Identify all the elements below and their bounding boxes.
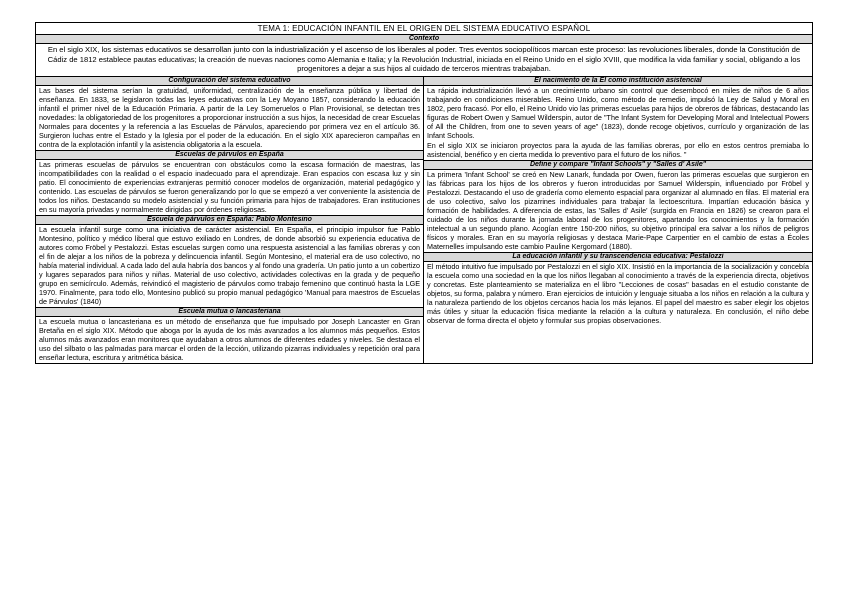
summary-table (35, 22, 813, 364)
section-escuela-mutua (36, 308, 423, 363)
section-text: El método intuitivo fue impulsado por Pestalozzi en el siglo XIX. Insistió en la importancia de la socialización y concebía la escuela como una sociedad en la que los niños llegaban al conocimiento a través de la experiencia directa, objetivos y concretas. Este planteamiento se materializa en el libro "Lecciones de cosas" basadas en el estudio constante de objetos, su forma, palabra y número. Eran ejercicios de intuición y lenguaje situaba a los niños en relación a la cultura y la naturaleza partiendo de los objetos cercanos hacia los más lejanos. El papel del maestro es saber elegir los objetos más útiles y situar la educación física mediante la relación a la cultura y naturaleza. En conclusión, el niño debe observar de forma directa el objeto y formular sus propias observaciones. (427, 261, 809, 325)
section-heading: Define y compare "Infant Schools" y "Salles d' Asile" (424, 161, 812, 170)
section-pestalozzi (424, 253, 812, 326)
section-nacimiento-ei (424, 77, 812, 161)
document-title: TEMA 1: EDUCACIÓN INFANTIL EN EL ORIGEN DEL SISTEMA EDUCATIVO ESPAÑOL (36, 23, 812, 35)
context-heading: Contexto (36, 35, 812, 44)
section-heading: Configuración del sistema educativo (36, 77, 423, 86)
context-text: En el siglo XIX, los sistemas educativos se desarrollan junto con la industrialización y el ascenso de los liberales al poder. Tres eventos sociopolíticos marcan este proceso: las revoluciones liberales, donde la Constitución de Cádiz de 1812 establece pautas educativas; la creación de nuevas naciones como Alemania e Italia; y la Revolución Industrial, iniciada en el Reino Unido en el siglo XVIII, que modifica la vida familiar y social, obligando a los progenitores a dejar a sus hijos al cuidado de terceros mientras trabajaban. (36, 44, 812, 77)
section-text: La rápida industrialización llevó a un crecimiento urbano sin control que desembocó en miles de niños de 6 años trabajando en condiciones miserables. Reino Unido, como método de remedio, impulsó la Ley de Salud y Moral en 1802, pero fracasó. Por ello, el Reino Unido vio las primeras escuelas para hijos de obreros de fábricas, destacando las figuras de Robert Owen y Samuel Wilderspin, autor de "The Infant System for Developing Moral and Intelectual Powers of All the Children, from one to seven years of age" (1823), donde recoge objetivos, currículo y organización de las Infant Schools. (427, 85, 809, 140)
section-heading: El nacimiento de la El como institución asistencial (424, 77, 812, 86)
section-text-continued: En el siglo XIX se iniciaron proyectos para la ayuda de las familias obreras, por ello en estos centros premiaba lo asistencial, benéfico y en cierta medida lo preventivo para el futuro de los niños. " (427, 140, 809, 159)
left-column (36, 77, 424, 363)
two-column-body (36, 77, 812, 363)
section-heading: Escuela mutua o lancasteriana (36, 308, 423, 317)
section-text: La escuela mutua o lancasteriana es un método de enseñanza que fue impulsado por Joseph Lancaster en Gran Bretaña en el siglo XIX. Método que aboga por la ayuda de los más avanzados a los alumnos más pequeños. Estos alumnos más avanzados eran monitores que ayudaban a otros alumnos de diferentes edades y niveles. Se destaca el uso del silbato o las palmadas para marcar el orden de la lección, utilizando pizarras individuales y repetición oral para enseñar lectura, escritura y aritmética básica. (39, 316, 420, 362)
section-heading: La educación infantil y su transcendencia educativa: Pestalozzi (424, 253, 812, 262)
section-infant-schools-salles (424, 161, 812, 253)
right-column (424, 77, 812, 363)
section-text: La primera 'Infant School' se creó en New Lanark, fundada por Owen, fueron las primeras escuelas que surgieron en las fábricas para los hijos de los obreros y fueron introducidas por Samuel Wilderspin, influenciado por Fröbel y Pestalozzi. Destacando el uso de gradería como elemento espacial para organizar al alumnado en filas. El material era de uso colectivo, salvo los pizarrines individuales para trabajar la lectoescritura. Impartían educación básica y formación de habilidades. A diferencia de estas, las 'Salles d' Asile' (surgida en Francia en 1826) se crearon para el cuidado de los niños durante la jornada laboral de los progenitores, apartando los conocimientos y la formación intelectual a un segundo plano. Acogían entre 150-200 niños, su objetivo principal era salvar a los niños de peligros físicos y morales. Eran en su mayoría religiosas y destaca Marie-Pape Carpentier en el cambio de estas a Écoles Maternelles impulsando este cambio Pauline Kergomard (1880). (427, 169, 809, 251)
section-escuelas-parvulos (36, 151, 423, 216)
section-pablo-montesino (36, 216, 423, 308)
section-configuracion (36, 77, 423, 151)
section-text: La escuela infantil surge como una iniciativa de carácter asistencial. En España, el principio impulsor fue Pablo Montesino, político y médico liberal que estuvo exiliado en Londres, de donde absorbió su experiencia educativa de autores como Fröbel y Pestalozzi. Estas escuelas surgen como una respuesta asistencial a las familias obreras y con el fin de alejar a los niños de la pobreza y delincuencia infantil. Según Montesino, el material era de uso colectivo, no había material individual. A cada lado del aula habría dos bancos y al fondo una gradería. Un patio junto a un cobertizo y lugares separados para niños y niñas. Material de uso colectivo, actividades colectivas en la grada y de pequeño grupo en semicírculo. Además, reivindicó el magisterio de párvulos como trabajo femenino que continuó hasta la LGE 1970. Finalmente, para todo ello, Montesino publicó su propio manual pedagógico 'Manual para maestros de Escuelas de Párvulos' (1840) (39, 224, 420, 306)
section-heading: Escuela de párvulos en España: Pablo Montesino (36, 216, 423, 225)
section-text: Las primeras escuelas de párvulos se encuentran con obstáculos como la escasa formación de maestras, las incompatibilidades con la realidad o el espacio inadecuado para el aprendizaje. Eran espacios con escasa luz y sin patio. El conocimiento de experiencias extranjeras permitió conocer modelos de organización, material pedagógico y contenido. Las escuelas de párvulos se fueron generalizando por lo que se empezó a ver conveniente la asistencia de todos los niños. Destacando su modelo asistencial y su función primaria para hijos de trabajadores. Eran instituciones en su mayoría privadas y normalmente dirigidas por órdenes religiosas. (39, 159, 420, 214)
section-heading: Escuelas de párvulos en España (36, 151, 423, 160)
section-text: Las bases del sistema serían la gratuidad, uniformidad, centralización de la enseñanza pública y libertad de enseñanza. En 1833, se legislaron todas las leyes educativas con la Ley Moyano 1857, considerando la educación infantil el primer nivel de la Educación Primaria. A partir de la Ley Someruelos o Plan Provisional, se detectan tres novedades: la obligatoriedad de los progenitores a proporcionar instrucción a sus hijos, la necesidad de crear Escuelas Normales para docentes y la referencia a las Escuelas de Párvulos, apareciendo por primera vez en el artículo 36. Surgieron luchas entre el Estado y la Iglesia por el poder de la educación. En el siglo XIX aparecieron campañas en contra de la explotación infantil y la asistencia obligatoria a la escuela. (39, 85, 420, 149)
